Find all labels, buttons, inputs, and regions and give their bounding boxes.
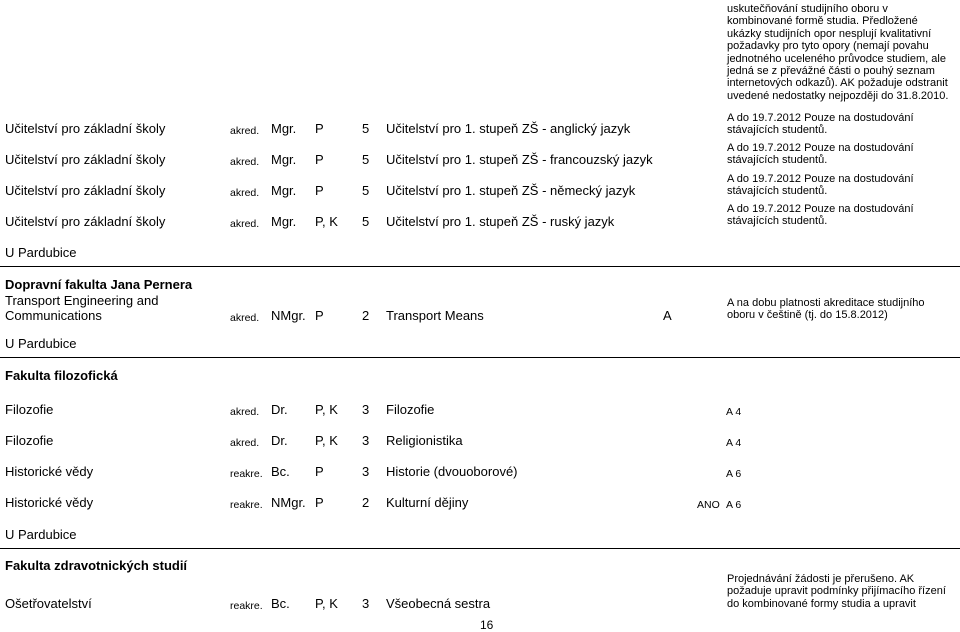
study-years: 2 — [362, 495, 370, 510]
program-name: Učitelství pro základní školy — [5, 121, 166, 136]
field-name: Učitelství pro 1. stupeň ZŠ - ruský jazyk — [386, 214, 615, 229]
study-form: P — [315, 308, 324, 323]
field-name: Učitelství pro 1. stupeň ZŠ - francouzský jazyk — [386, 152, 653, 167]
flag-ano: ANO — [697, 499, 720, 511]
study-years: 5 — [362, 183, 370, 198]
degree: Mgr. — [271, 152, 297, 167]
program-name: Ošetřovatelství — [5, 596, 92, 611]
faculty-heading: Fakulta filozofická — [5, 368, 118, 383]
faculty-heading: Dopravní fakulta Jana Pernera — [5, 277, 193, 292]
study-form: P — [315, 183, 324, 198]
study-form: P, K — [315, 214, 338, 229]
study-type: akred. — [230, 125, 260, 137]
program-name: Transport Engineering and — [5, 293, 159, 308]
study-years: 3 — [362, 433, 370, 448]
degree: Dr. — [271, 402, 288, 417]
study-years: 5 — [362, 214, 370, 229]
degree: Dr. — [271, 433, 288, 448]
university-heading: U Pardubice — [5, 336, 77, 351]
study-form: P, K — [315, 596, 338, 611]
study-years: 5 — [362, 152, 370, 167]
study-type: akred. — [230, 187, 260, 199]
university-heading: U Pardubice — [5, 245, 77, 260]
decision-note: A do 19.7.2012 Pouze na dostudování stávajících studentů. — [727, 142, 914, 167]
decision-note: A do 19.7.2012 Pouze na dostudování stávajících studentů. — [727, 112, 914, 137]
decision-result: A 4 — [726, 437, 742, 449]
study-years: 3 — [362, 596, 370, 611]
section-divider — [0, 357, 960, 358]
degree: Mgr. — [271, 183, 297, 198]
decision-note: A do 19.7.2012 Pouze na dostudování stávajících studentů. — [727, 203, 914, 228]
study-form: P, K — [315, 433, 338, 448]
section-divider — [0, 548, 960, 549]
page-number: 16 — [480, 618, 494, 632]
study-type: reakre. — [230, 499, 263, 511]
program-name: Učitelství pro základní školy — [5, 152, 166, 167]
decision-note: A do 19.7.2012 Pouze na dostudování stávajících studentů. — [727, 173, 914, 198]
study-type: reakre. — [230, 600, 263, 612]
degree: Bc. — [271, 596, 290, 611]
study-type: akred. — [230, 218, 260, 230]
study-form: P, K — [315, 402, 338, 417]
university-heading: U Pardubice — [5, 527, 77, 542]
degree: Bc. — [271, 464, 290, 479]
top-note: uskutečňování studijního oboru v kombinované formě studia. Předložené ukázky studijních opor nesplují kvalitativní požadavky pro tyto opory (nemají povahu jednotného uceleného průvodce studiem, ale jedná se z převážné části o pouhý seznam internetových odkazů). AK požaduje odstranit uvedené nedostatky nejpozději do 31.8.2010. — [727, 3, 949, 102]
section-divider — [0, 266, 960, 267]
study-type: akred. — [230, 406, 260, 418]
study-form: P — [315, 464, 324, 479]
field-name: Transport Means — [386, 308, 484, 323]
study-type: akred. — [230, 156, 260, 168]
study-years: 3 — [362, 464, 370, 479]
field-name: Religionistika — [386, 433, 463, 448]
field-name: Učitelství pro 1. stupeň ZŠ - anglický jazyk — [386, 121, 631, 136]
degree: Mgr. — [271, 121, 297, 136]
program-name: Učitelství pro základní školy — [5, 214, 166, 229]
field-name: Učitelství pro 1. stupeň ZŠ - německý jazyk — [386, 183, 636, 198]
study-years: 3 — [362, 402, 370, 417]
decision-note: Projednávání žádosti je přerušeno. AK požaduje upravit podmínky přijímacího řízení do kombinované formy studia a upravit — [727, 573, 946, 610]
study-type: akred. — [230, 312, 260, 324]
decision-result: A 4 — [726, 406, 742, 418]
field-name: Všeobecná sestra — [386, 596, 491, 611]
program-name: Filozofie — [5, 402, 54, 417]
field-name: Filozofie — [386, 402, 435, 417]
degree: NMgr. — [271, 495, 306, 510]
study-years: 2 — [362, 308, 370, 323]
language: A — [663, 308, 672, 323]
program-name: Učitelství pro základní školy — [5, 183, 166, 198]
study-form: P — [315, 495, 324, 510]
degree: Mgr. — [271, 214, 297, 229]
study-years: 5 — [362, 121, 370, 136]
field-name: Kulturní dějiny — [386, 495, 469, 510]
field-name: Historie (dvouoborové) — [386, 464, 518, 479]
study-form: P — [315, 121, 324, 136]
decision-result: A 6 — [726, 468, 742, 480]
program-name: Historické vědy — [5, 464, 94, 479]
program-name-cont: Communications — [5, 308, 102, 323]
study-type: reakre. — [230, 468, 263, 480]
faculty-heading: Fakulta zdravotnických studií — [5, 558, 188, 573]
study-form: P — [315, 152, 324, 167]
decision-result: A 6 — [726, 499, 742, 511]
decision-note: A na dobu platnosti akreditace studijního oboru v češtině (tj. do 15.8.2012) — [727, 297, 925, 322]
degree: NMgr. — [271, 308, 306, 323]
study-type: akred. — [230, 437, 260, 449]
program-name: Historické vědy — [5, 495, 94, 510]
program-name: Filozofie — [5, 433, 54, 448]
